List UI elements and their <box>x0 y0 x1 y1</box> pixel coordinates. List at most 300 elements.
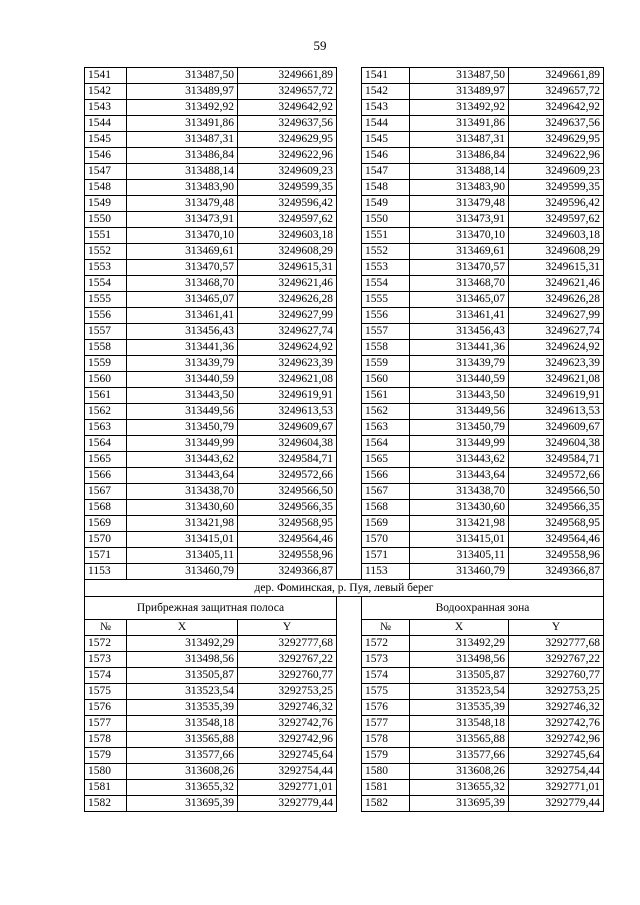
point-number: 1562 <box>362 404 410 420</box>
col-header-x: X <box>127 620 238 636</box>
y-coordinate: 3292760,77 <box>238 668 337 684</box>
point-number: 1552 <box>362 244 410 260</box>
section-title-row <box>85 580 604 597</box>
x-coordinate: 313492,29 <box>127 636 238 652</box>
y-coordinate: 3249609,23 <box>238 164 337 180</box>
table-row <box>85 716 604 732</box>
table-row <box>85 636 604 652</box>
x-coordinate: 313479,48 <box>127 196 238 212</box>
y-coordinate: 3249626,28 <box>238 292 337 308</box>
x-coordinate: 313438,70 <box>127 484 238 500</box>
gap-cell <box>337 468 362 484</box>
table-row <box>85 244 604 260</box>
point-number: 1569 <box>362 516 410 532</box>
table-row <box>85 100 604 116</box>
gap-cell <box>337 532 362 548</box>
y-coordinate: 3249603,18 <box>238 228 337 244</box>
col-header-x: X <box>410 620 509 636</box>
x-coordinate: 313473,91 <box>127 212 238 228</box>
point-number: 1564 <box>362 436 410 452</box>
x-coordinate: 313608,26 <box>410 764 509 780</box>
x-coordinate: 313487,31 <box>410 132 509 148</box>
y-coordinate: 3249597,62 <box>509 212 604 228</box>
point-number: 1574 <box>85 668 127 684</box>
table-row <box>85 148 604 164</box>
point-number: 1545 <box>85 132 127 148</box>
y-coordinate: 3249596,42 <box>238 196 337 212</box>
y-coordinate: 3249642,92 <box>238 100 337 116</box>
y-coordinate: 3249609,67 <box>509 420 604 436</box>
x-coordinate: 313465,07 <box>410 292 509 308</box>
table-row <box>85 780 604 796</box>
table-row <box>85 516 604 532</box>
point-number: 1565 <box>362 452 410 468</box>
gap-cell <box>337 564 362 580</box>
gap-cell <box>337 308 362 324</box>
y-coordinate: 3292767,22 <box>509 652 604 668</box>
table-row <box>85 132 604 148</box>
point-number: 1560 <box>85 372 127 388</box>
col-header-y: Y <box>238 620 337 636</box>
table-row <box>85 356 604 372</box>
point-number: 1543 <box>362 100 410 116</box>
y-coordinate: 3249608,29 <box>509 244 604 260</box>
y-coordinate: 3249603,18 <box>509 228 604 244</box>
table-row <box>85 732 604 748</box>
point-number: 1541 <box>85 68 127 84</box>
x-coordinate: 313487,50 <box>410 68 509 84</box>
y-coordinate: 3249622,96 <box>509 148 604 164</box>
gap-cell <box>337 244 362 260</box>
col-header-y: Y <box>509 620 604 636</box>
point-number: 1556 <box>362 308 410 324</box>
gap-cell <box>337 164 362 180</box>
point-number: 1562 <box>85 404 127 420</box>
gap-cell <box>337 356 362 372</box>
point-number: 1555 <box>362 292 410 308</box>
point-number: 1575 <box>362 684 410 700</box>
y-coordinate: 3249366,87 <box>238 564 337 580</box>
x-coordinate: 313523,54 <box>127 684 238 700</box>
table-row <box>85 748 604 764</box>
gap-cell <box>337 132 362 148</box>
x-coordinate: 313456,43 <box>410 324 509 340</box>
y-coordinate: 3249622,96 <box>238 148 337 164</box>
x-coordinate: 313468,70 <box>127 276 238 292</box>
point-number: 1576 <box>362 700 410 716</box>
y-coordinate: 3292742,76 <box>238 716 337 732</box>
point-number: 1557 <box>362 324 410 340</box>
x-coordinate: 313470,10 <box>410 228 509 244</box>
point-number: 1561 <box>362 388 410 404</box>
x-coordinate: 313470,57 <box>127 260 238 276</box>
x-coordinate: 313449,56 <box>127 404 238 420</box>
y-coordinate: 3249661,89 <box>238 68 337 84</box>
y-coordinate: 3249619,91 <box>238 388 337 404</box>
gap-cell <box>337 340 362 356</box>
x-coordinate: 313486,84 <box>127 148 238 164</box>
table-row <box>85 68 604 84</box>
gap-cell <box>337 292 362 308</box>
table-row <box>85 324 604 340</box>
point-number: 1571 <box>85 548 127 564</box>
x-coordinate: 313548,18 <box>410 716 509 732</box>
gap-cell <box>337 652 362 668</box>
x-coordinate: 313421,98 <box>127 516 238 532</box>
point-number: 1568 <box>85 500 127 516</box>
y-coordinate: 3249604,38 <box>509 436 604 452</box>
point-number: 1579 <box>85 748 127 764</box>
x-coordinate: 313608,26 <box>127 764 238 780</box>
y-coordinate: 3249572,66 <box>238 468 337 484</box>
table-row <box>85 388 604 404</box>
point-number: 1551 <box>85 228 127 244</box>
point-number: 1544 <box>85 116 127 132</box>
gap-cell <box>337 180 362 196</box>
point-number: 1579 <box>362 748 410 764</box>
gap-cell <box>337 684 362 700</box>
y-coordinate: 3249608,29 <box>238 244 337 260</box>
x-coordinate: 313535,39 <box>127 700 238 716</box>
point-number: 1581 <box>362 780 410 796</box>
x-coordinate: 313655,32 <box>410 780 509 796</box>
x-coordinate: 313695,39 <box>127 796 238 812</box>
gap-cell <box>337 372 362 388</box>
x-coordinate: 313491,86 <box>410 116 509 132</box>
y-coordinate: 3292777,68 <box>509 636 604 652</box>
x-coordinate: 313489,97 <box>410 84 509 100</box>
y-coordinate: 3249624,92 <box>238 340 337 356</box>
x-coordinate: 313443,64 <box>127 468 238 484</box>
gap-cell <box>337 732 362 748</box>
table-row <box>85 228 604 244</box>
y-coordinate: 3249597,62 <box>238 212 337 228</box>
point-number: 1553 <box>362 260 410 276</box>
point-number: 1564 <box>85 436 127 452</box>
section1-body <box>85 68 604 580</box>
point-number: 1565 <box>85 452 127 468</box>
point-number: 1546 <box>85 148 127 164</box>
point-number: 1544 <box>362 116 410 132</box>
x-coordinate: 313491,86 <box>127 116 238 132</box>
gap-cell <box>337 324 362 340</box>
y-coordinate: 3249621,08 <box>238 372 337 388</box>
y-coordinate: 3249626,28 <box>509 292 604 308</box>
y-coordinate: 3249596,42 <box>509 196 604 212</box>
y-coordinate: 3292745,64 <box>509 748 604 764</box>
table-row <box>85 372 604 388</box>
x-coordinate: 313443,64 <box>410 468 509 484</box>
point-number: 1582 <box>362 796 410 812</box>
y-coordinate: 3249615,31 <box>509 260 604 276</box>
table-row <box>85 668 604 684</box>
point-number: 1578 <box>85 732 127 748</box>
x-coordinate: 313456,43 <box>127 324 238 340</box>
gap-cell <box>337 452 362 468</box>
x-coordinate: 313565,88 <box>127 732 238 748</box>
gap-cell <box>337 404 362 420</box>
table-row <box>85 420 604 436</box>
point-number: 1570 <box>85 532 127 548</box>
x-coordinate: 313439,79 <box>127 356 238 372</box>
point-number: 1568 <box>362 500 410 516</box>
y-coordinate: 3249627,99 <box>238 308 337 324</box>
gap-cell <box>337 436 362 452</box>
x-coordinate: 313443,62 <box>410 452 509 468</box>
y-coordinate: 3249627,74 <box>509 324 604 340</box>
x-coordinate: 313479,48 <box>410 196 509 212</box>
point-number: 1571 <box>362 548 410 564</box>
table-row <box>85 684 604 700</box>
left-heading: Прибрежная защитная полоса <box>85 597 337 620</box>
x-coordinate: 313443,62 <box>127 452 238 468</box>
point-number: 1567 <box>85 484 127 500</box>
point-number: 1545 <box>362 132 410 148</box>
point-number: 1575 <box>85 684 127 700</box>
x-coordinate: 313415,01 <box>410 532 509 548</box>
x-coordinate: 313492,92 <box>410 100 509 116</box>
point-number: 1548 <box>362 180 410 196</box>
table-row <box>85 308 604 324</box>
y-coordinate: 3249637,56 <box>238 116 337 132</box>
y-coordinate: 3292771,01 <box>509 780 604 796</box>
y-coordinate: 3249568,95 <box>509 516 604 532</box>
gap-cell <box>337 212 362 228</box>
y-coordinate: 3249609,67 <box>238 420 337 436</box>
x-coordinate: 313405,11 <box>410 548 509 564</box>
x-coordinate: 313487,50 <box>127 68 238 84</box>
x-coordinate: 313470,57 <box>410 260 509 276</box>
x-coordinate: 313483,90 <box>410 180 509 196</box>
y-coordinate: 3249624,92 <box>509 340 604 356</box>
section-title: дер. Фоминская, р. Пуя, левый берег <box>85 580 604 597</box>
gap-cell <box>337 148 362 164</box>
point-number: 1569 <box>85 516 127 532</box>
x-coordinate: 313470,10 <box>127 228 238 244</box>
y-coordinate: 3292742,96 <box>238 732 337 748</box>
x-coordinate: 313486,84 <box>410 148 509 164</box>
gap-cell <box>337 116 362 132</box>
table-row <box>85 116 604 132</box>
y-coordinate: 3292779,44 <box>509 796 604 812</box>
point-number: 1580 <box>362 764 410 780</box>
x-coordinate: 313440,59 <box>410 372 509 388</box>
point-number: 1576 <box>85 700 127 716</box>
point-number: 1554 <box>362 276 410 292</box>
table-row <box>85 196 604 212</box>
y-coordinate: 3292742,96 <box>509 732 604 748</box>
table-row <box>85 700 604 716</box>
y-coordinate: 3292754,44 <box>509 764 604 780</box>
column-header-row <box>85 620 604 636</box>
y-coordinate: 3249629,95 <box>509 132 604 148</box>
point-number: 1560 <box>362 372 410 388</box>
y-coordinate: 3292771,01 <box>238 780 337 796</box>
x-coordinate: 313449,99 <box>410 436 509 452</box>
y-coordinate: 3249627,74 <box>238 324 337 340</box>
table-row <box>85 564 604 580</box>
gap-cell <box>337 196 362 212</box>
y-coordinate: 3249599,35 <box>509 180 604 196</box>
y-coordinate: 3249558,96 <box>509 548 604 564</box>
x-coordinate: 313460,79 <box>127 564 238 580</box>
point-number: 1542 <box>362 84 410 100</box>
y-coordinate: 3249661,89 <box>509 68 604 84</box>
table-row <box>85 404 604 420</box>
y-coordinate: 3292742,76 <box>509 716 604 732</box>
x-coordinate: 313577,66 <box>410 748 509 764</box>
x-coordinate: 313487,31 <box>127 132 238 148</box>
x-coordinate: 313695,39 <box>410 796 509 812</box>
table-row <box>85 468 604 484</box>
y-coordinate: 3292746,32 <box>238 700 337 716</box>
point-number: 1546 <box>362 148 410 164</box>
x-coordinate: 313483,90 <box>127 180 238 196</box>
gap-cell <box>337 68 362 84</box>
x-coordinate: 313465,07 <box>127 292 238 308</box>
col-header-number: № <box>362 620 410 636</box>
gap-cell <box>337 276 362 292</box>
point-number: 1566 <box>362 468 410 484</box>
table-row <box>85 452 604 468</box>
y-coordinate: 3249558,96 <box>238 548 337 564</box>
y-coordinate: 3249621,46 <box>238 276 337 292</box>
x-coordinate: 313655,32 <box>127 780 238 796</box>
point-number: 1153 <box>362 564 410 580</box>
point-number: 1555 <box>85 292 127 308</box>
gap-cell <box>337 420 362 436</box>
point-number: 1577 <box>362 716 410 732</box>
y-coordinate: 3249584,71 <box>238 452 337 468</box>
table-row <box>85 292 604 308</box>
point-number: 1553 <box>85 260 127 276</box>
point-number: 1563 <box>362 420 410 436</box>
y-coordinate: 3249572,66 <box>509 468 604 484</box>
x-coordinate: 313430,60 <box>410 500 509 516</box>
y-coordinate: 3249566,35 <box>509 500 604 516</box>
x-coordinate: 313438,70 <box>410 484 509 500</box>
x-coordinate: 313449,99 <box>127 436 238 452</box>
x-coordinate: 313443,50 <box>127 388 238 404</box>
right-heading: Водоохранная зона <box>362 597 604 620</box>
gap-cell <box>337 500 362 516</box>
x-coordinate: 313469,61 <box>127 244 238 260</box>
y-coordinate: 3292779,44 <box>238 796 337 812</box>
x-coordinate: 313498,56 <box>410 652 509 668</box>
y-coordinate: 3292753,25 <box>509 684 604 700</box>
table-row <box>85 180 604 196</box>
y-coordinate: 3249564,46 <box>509 532 604 548</box>
point-number: 1577 <box>85 716 127 732</box>
x-coordinate: 313488,14 <box>410 164 509 180</box>
x-coordinate: 313535,39 <box>410 700 509 716</box>
x-coordinate: 313492,29 <box>410 636 509 652</box>
coordinates-table <box>84 67 604 812</box>
gap-cell <box>337 716 362 732</box>
y-coordinate: 3249564,46 <box>238 532 337 548</box>
x-coordinate: 313468,70 <box>410 276 509 292</box>
table-row <box>85 532 604 548</box>
gap-cell <box>337 388 362 404</box>
section2-body <box>85 580 604 812</box>
point-number: 1550 <box>85 212 127 228</box>
x-coordinate: 313461,41 <box>410 308 509 324</box>
point-number: 1574 <box>362 668 410 684</box>
point-number: 1547 <box>85 164 127 180</box>
y-coordinate: 3249566,50 <box>238 484 337 500</box>
col-header-number: № <box>85 620 127 636</box>
point-number: 1563 <box>85 420 127 436</box>
point-number: 1582 <box>85 796 127 812</box>
y-coordinate: 3249566,50 <box>509 484 604 500</box>
gap-cell <box>337 796 362 812</box>
x-coordinate: 313440,59 <box>127 372 238 388</box>
y-coordinate: 3249615,31 <box>238 260 337 276</box>
x-coordinate: 313450,79 <box>127 420 238 436</box>
point-number: 1547 <box>362 164 410 180</box>
x-coordinate: 313523,54 <box>410 684 509 700</box>
y-coordinate: 3249619,91 <box>509 388 604 404</box>
point-number: 1548 <box>85 180 127 196</box>
point-number: 1572 <box>362 636 410 652</box>
gap-cell <box>337 748 362 764</box>
y-coordinate: 3292746,32 <box>509 700 604 716</box>
x-coordinate: 313565,88 <box>410 732 509 748</box>
y-coordinate: 3249584,71 <box>509 452 604 468</box>
x-coordinate: 313461,41 <box>127 308 238 324</box>
x-coordinate: 313460,79 <box>410 564 509 580</box>
point-number: 1559 <box>85 356 127 372</box>
x-coordinate: 313492,92 <box>127 100 238 116</box>
point-number: 1573 <box>362 652 410 668</box>
y-coordinate: 3249657,72 <box>238 84 337 100</box>
point-number: 1556 <box>85 308 127 324</box>
y-coordinate: 3249613,53 <box>238 404 337 420</box>
x-coordinate: 313441,36 <box>410 340 509 356</box>
y-coordinate: 3249642,92 <box>509 100 604 116</box>
y-coordinate: 3249621,46 <box>509 276 604 292</box>
y-coordinate: 3249637,56 <box>509 116 604 132</box>
y-coordinate: 3249609,23 <box>509 164 604 180</box>
y-coordinate: 3249604,38 <box>238 436 337 452</box>
y-coordinate: 3249366,87 <box>509 564 604 580</box>
page-number: 59 <box>313 38 327 53</box>
x-coordinate: 313449,56 <box>410 404 509 420</box>
y-coordinate: 3249621,08 <box>509 372 604 388</box>
table-row <box>85 436 604 452</box>
x-coordinate: 313548,18 <box>127 716 238 732</box>
point-number: 1543 <box>85 100 127 116</box>
gap-cell <box>337 668 362 684</box>
table-row <box>85 164 604 180</box>
x-coordinate: 313430,60 <box>127 500 238 516</box>
x-coordinate: 313421,98 <box>410 516 509 532</box>
point-number: 1542 <box>85 84 127 100</box>
x-coordinate: 313415,01 <box>127 532 238 548</box>
table-row <box>85 548 604 564</box>
point-number: 1552 <box>85 244 127 260</box>
y-coordinate: 3249623,39 <box>238 356 337 372</box>
gap-cell <box>337 260 362 276</box>
point-number: 1578 <box>362 732 410 748</box>
table-row <box>85 652 604 668</box>
point-number: 1580 <box>85 764 127 780</box>
x-coordinate: 313405,11 <box>127 548 238 564</box>
table-row <box>85 276 604 292</box>
point-number: 1566 <box>85 468 127 484</box>
table-row <box>85 340 604 356</box>
x-coordinate: 313505,87 <box>127 668 238 684</box>
